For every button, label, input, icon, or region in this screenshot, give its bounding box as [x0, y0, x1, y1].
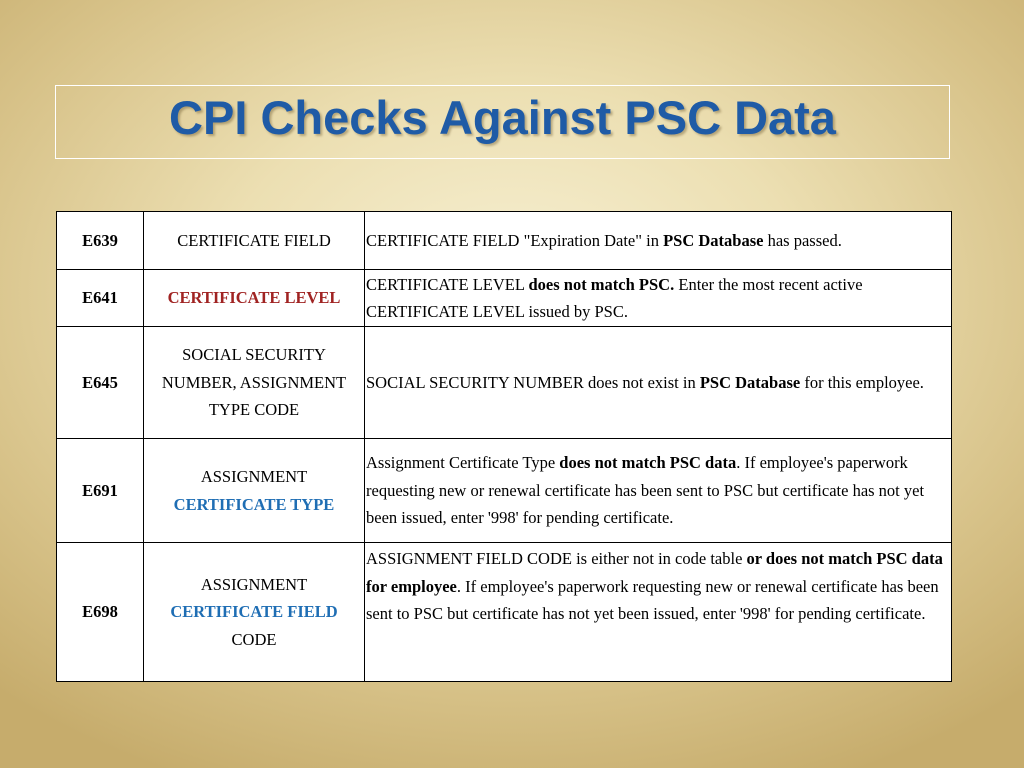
title-frame	[55, 85, 950, 159]
check-description: ASSIGNMENT FIELD CODE is either not in code table or does not match PSC data for employee. If employee's paperwork requesting new or renewal certificate has been sent to PSC but certificate has not yet been issued, enter '998' for pending certificate.	[365, 543, 952, 682]
error-code: E641	[57, 270, 144, 327]
error-code: E691	[57, 439, 144, 543]
table-row	[57, 439, 952, 543]
checks-table	[56, 211, 952, 682]
field-name: SOCIAL SECURITY NUMBER, ASSIGNMENT TYPE CODE	[144, 327, 365, 439]
field-name: CERTIFICATE FIELD	[144, 212, 365, 270]
check-description: CERTIFICATE LEVEL does not match PSC. Enter the most recent active CERTIFICATE LEVEL issued by PSC.	[365, 270, 952, 327]
table-row	[57, 543, 952, 682]
check-description: SOCIAL SECURITY NUMBER does not exist in PSC Database for this employee.	[365, 327, 952, 439]
table-row	[57, 327, 952, 439]
table-row	[57, 212, 952, 270]
check-description: Assignment Certificate Type does not match PSC data. If employee's paperwork requesting new or renewal certificate has been sent to PSC but certificate has not yet been issued, enter '998' for pending certificate.	[365, 439, 952, 543]
error-code: E645	[57, 327, 144, 439]
field-name: ASSIGNMENT CERTIFICATE TYPE	[144, 439, 365, 543]
table-row	[57, 270, 952, 327]
field-name: CERTIFICATE LEVEL	[144, 270, 365, 327]
error-code: E698	[57, 543, 144, 682]
slide-title: CPI Checks Against PSC Data	[169, 91, 836, 144]
check-description: CERTIFICATE FIELD "Expiration Date" in PSC Database has passed.	[365, 212, 952, 270]
field-name: ASSIGNMENT CERTIFICATE FIELD CODE	[144, 543, 365, 682]
error-code: E639	[57, 212, 144, 270]
